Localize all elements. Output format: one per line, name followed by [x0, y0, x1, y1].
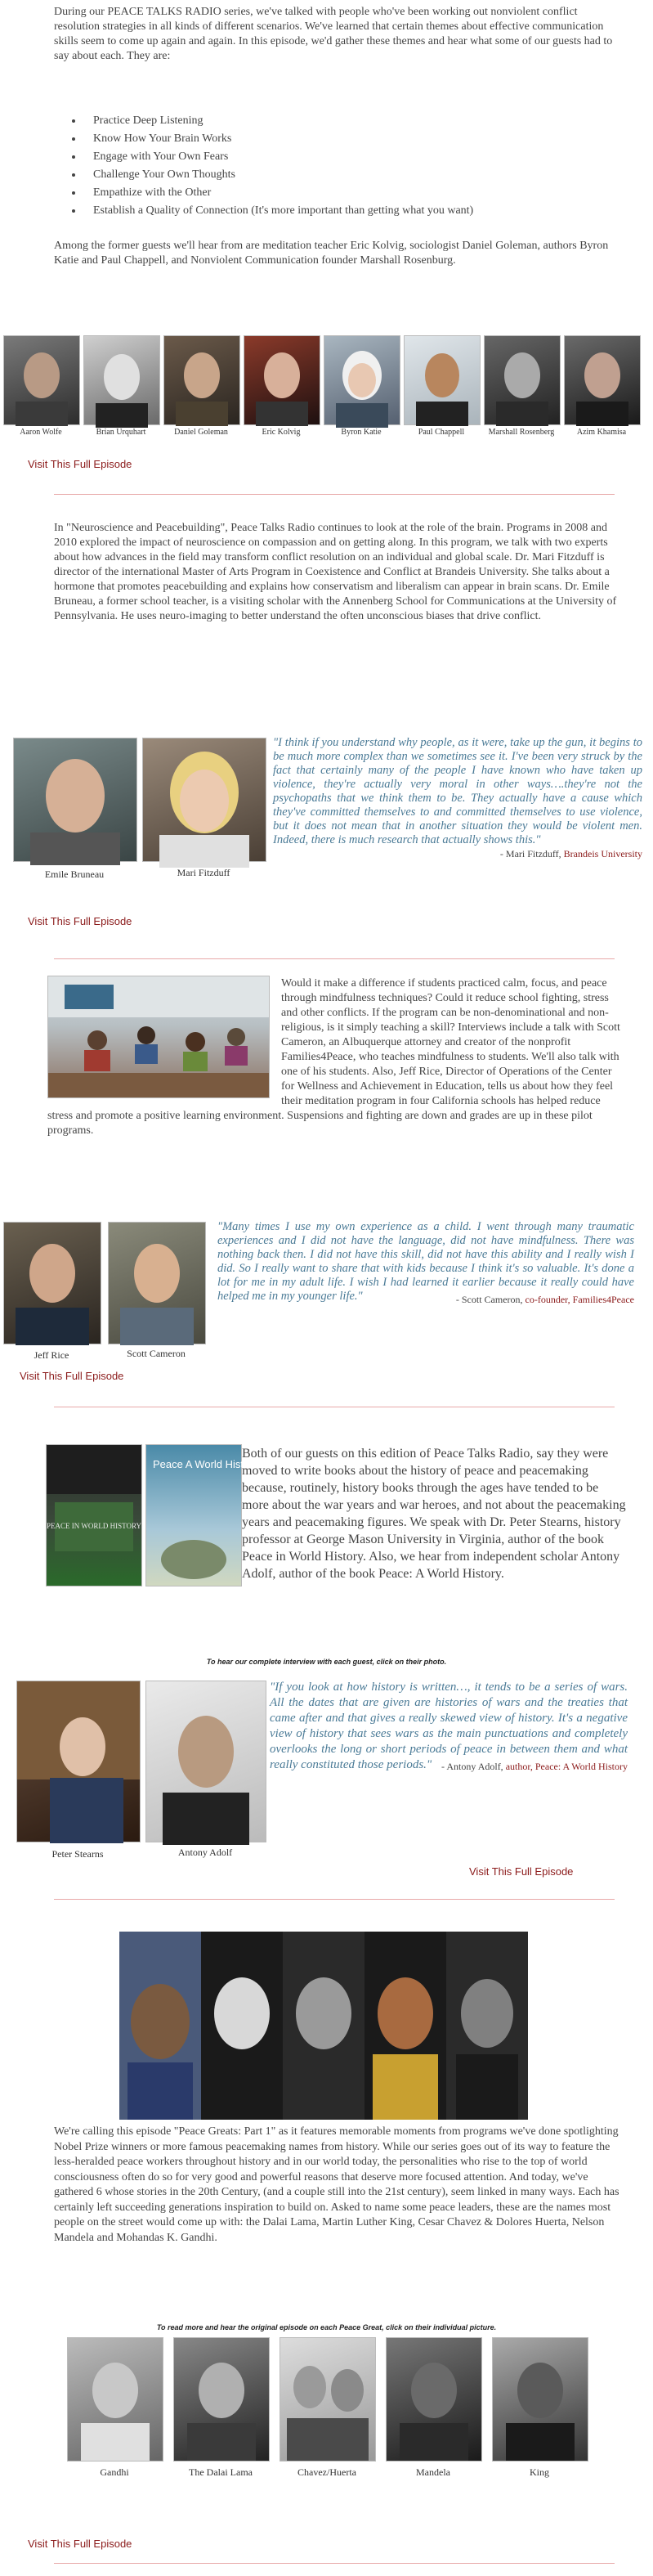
list-item: • Know How Your Brain Works: [83, 131, 623, 147]
mindfulness-paragraph-text: Would it make a difference if students practiced calm, focus, and peace through mindfulness techniques? Could it reduce school fighting, stress and other conflicts. If the program can be non-denominational and non-religious, is it simply teaching a skill? Interviews include a talk with Scott Cameron, an Albuquerque attorney and creator of the nonprofit Families4Peace, who teaches mindfulness to students. We'll also talk with one of his students. Also, Jeff Rice, Director of Operations of the Center for Wellness and Achievement in Education, tells us about how they feel their meditation program in four California schools has helped reduce stress and promote a positive learning environment. Suspensions and fighting are down and grades are up in these pilot programs.: [47, 977, 620, 1137]
guest-caption: Byron Katie: [341, 428, 382, 437]
book2-title: Peace A World History: [153, 1458, 259, 1470]
quote-text: "If you look at how history is written…, it tends to be a series of wars. All the dates that are given are histories of wars and the treaties that came after and that gives a really skewed view of history. It's a negative view of history that sees wars as the main punctuations and completely overlooks the long or short periods of peace in between them and what really constituted those periods.": [270, 1681, 628, 1771]
portrait-icon: [109, 1223, 205, 1344]
intro-paragraph-text: During our PEACE TALKS RADIO series, we've talked with people who've been working out nonviolent conflict resolution strategies in all kinds of different scenarios. We've learned that certain themes about effective communication skills seem to come up again and again. In this episode, we'd gather these themes and hear what some of our guests had to say about each. They are:: [54, 6, 613, 62]
visit-episode-link[interactable]: Visit This Full Episode: [469, 1865, 574, 1878]
section-divider: [54, 2563, 615, 2564]
quote-attribution: [441, 1759, 628, 1775]
guest-caption: Azim Khamisa: [576, 428, 627, 437]
history-click-note: To hear our complete interview with each guest, click on their photo.: [206, 1658, 447, 1666]
guest-caption: Marshall Rosenberg: [488, 428, 555, 437]
themes-list: [52, 113, 623, 221]
section-divider: [54, 958, 615, 959]
float-spacer: [46, 1445, 242, 1589]
book1-title: PEACE IN WORLD HISTORY: [47, 1522, 141, 1530]
portrait-icon: [17, 1681, 140, 1842]
adolf-quote: [270, 1680, 628, 1775]
portrait-icon: [493, 2338, 588, 2461]
portrait-icon: [174, 2338, 269, 2461]
guest-photo-azim-khamisa[interactable]: [564, 335, 641, 425]
guest-caption: Jeff Rice: [34, 1349, 69, 1361]
guest-caption: Antony Adolf: [177, 1847, 233, 1858]
portrait-icon: [164, 336, 239, 424]
history-paragraph-text: Both of our guests on this edition of Peace Talks Radio, say they were moved to write books about the history of peace and peacemaking because, routinely, history books through the ages have tended to be more about the war years and war heroes, and not about the peacemaking years and peacemaking figures. We speak with Dr. Peter Stearns, history professor at George Mason University in Virginia, author of the book Peace in World History. Also, we hear from independent scholar Antony Adolf, author of the book Peace: A World History.: [242, 1447, 626, 1581]
list-item: • Empathize with the Other: [83, 185, 623, 201]
guest-caption: Brian Urquhart: [96, 428, 146, 437]
guest-caption: Mari Fitzduff: [177, 867, 230, 878]
quote-author: - Scott Cameron,: [455, 1294, 526, 1305]
intro-paragraph: [54, 5, 624, 64]
guest-photo-antony-adolf[interactable]: [145, 1681, 266, 1842]
portrait-icon: [244, 336, 320, 424]
intro-paragraph-2: Among the former guests we'll hear from are meditation teacher Eric Kolvig, sociologist Daniel Goleman, authors Byron Katie and Paul Chappell, and Nonviolent Communication founder Marshall Rosenburg.: [54, 240, 609, 267]
guest-photo-jeff-rice[interactable]: [3, 1222, 101, 1344]
guest-photo-paul-chappell[interactable]: [404, 335, 481, 425]
portrait-icon: [565, 336, 640, 424]
visit-episode-link[interactable]: Visit This Full Episode: [28, 458, 132, 470]
guest-photo-aaron-wolfe[interactable]: [3, 335, 80, 425]
mindfulness-paragraph: [47, 976, 624, 1138]
guest-photo-mari-fitzduff[interactable]: [142, 738, 266, 862]
visit-episode-link[interactable]: Visit This Full Episode: [20, 1370, 124, 1382]
great-photo-dalai-lama[interactable]: [173, 2337, 270, 2462]
portrait-icon: [84, 336, 159, 424]
quote-author: - Mari Fitzduff,: [499, 848, 564, 859]
portrait-icon: [324, 336, 400, 424]
guest-photo-scott-cameron[interactable]: [108, 1222, 206, 1344]
neuroscience-paragraph: In "Neuroscience and Peacebuilding", Peace Talks Radio continues to look at the role of the brain. Programs in 2008 and 2010 explored the impact of neuroscience on compassion and on getting along. In this program, we talk with two experts about how advances in the field may transform conflict resolution on an individual and global scale. Dr. Mari Fitzduff is director of the international Master of Arts Program in Coexistence and Conflict at Brandeis University. She talks about a hormone that promotes peacebuilding and explains how conservatism and liberalism can appear in brain scans. Dr. Emile Bruneau, a former school teacher, is a visiting scholar with the Annenberg School for Communications at the University of Pennsylvania. He uses neuro-imaging to better understand the often unconscious biases that drive conflict.: [54, 522, 617, 622]
quote-org-link[interactable]: author, Peace: A World History: [505, 1761, 628, 1772]
section-divider: [54, 1899, 615, 1900]
quote-text: "I think if you understand why people, as it were, take up the gun, it begins to be much more complex than we sometimes see it. I've been very struck by the fact that certainly many of the people I have known who have taken up violence, they're actually very moral in other ways….they're not the psychopaths that we think them to be. They actually have a cause which they've committed themselves to and committed themselves to use violence, but it does not mean that in another situation they would be violent men. Indeed, there is much research that actually shows this.": [273, 736, 642, 846]
guest-photo-daniel-goleman[interactable]: [163, 335, 240, 425]
great-photo-mandela[interactable]: [386, 2337, 482, 2462]
guest-caption: Daniel Goleman: [174, 428, 228, 437]
guest-caption: Emile Bruneau: [44, 868, 105, 880]
peace-greats-collage[interactable]: [119, 1932, 528, 2120]
great-caption: Gandhi: [100, 2466, 129, 2478]
guest-photo-brian-urquhart[interactable]: [83, 335, 160, 425]
list-item: • Practice Deep Listening: [83, 113, 623, 129]
portrait-icon: [68, 2338, 163, 2461]
guest-photo-emile-bruneau[interactable]: [13, 738, 137, 862]
quote-text: "Many times I use my own experience as a child. I went through many traumatic experiences and I did not have the language, did not have mindfulness. There was nothing back then. I did not have this skill, did not have this ability and I really wish I did. So I really want to share that with kids because I think it's so valuable. It's done a lot for me in my adult life. I wish I had learned it earlier because it really could have helped me in my younger life.": [217, 1220, 634, 1303]
list-item: • Challenge Your Own Thoughts: [83, 167, 623, 183]
quote-org-link[interactable]: Brandeis University: [563, 848, 642, 859]
great-caption: Mandela: [416, 2466, 450, 2478]
great-caption: King: [530, 2466, 549, 2478]
guest-photo-peter-stearns[interactable]: [16, 1681, 141, 1842]
great-caption: The Dalai Lama: [189, 2466, 253, 2478]
guest-photo-marshall-rosenberg[interactable]: [484, 335, 561, 425]
peace-greats-paragraph: We're calling this episode "Peace Greats: Part 1" as it features memorable moments from programs we've done spotlighting Nobel Prize winners or more famous peacemaking names from history. While our series goes out of its way to feature the less-heralded peace workers throughout history and in our world today, the personalities who rise to the top of world consciousness often do so for very good and powerful reasons that deserve more focused attention. And today, we've gathered 6 whose stories in the 20th Century, (and a couple still into the 21st century), seem linked in many ways. Each has certainly left succeeding generations inspiration to build on. Asked to name some peace leaders, these are the names most people on the street would come up with: the Dalai Lama, Martin Luther King, Cesar Chavez & Dolores Huerta, Nelson Mandela and Mohandas K. Gandhi.: [54, 2125, 619, 2244]
list-item: • Establish a Quality of Connection (It's more important than getting what you want): [83, 203, 623, 219]
portrait-icon: [405, 336, 480, 424]
portrait-icon: [280, 2338, 375, 2461]
guest-photo-eric-kolvig[interactable]: [244, 335, 320, 425]
portrait-icon: [387, 2338, 481, 2461]
guest-caption: Peter Stearns: [51, 1848, 104, 1860]
portrait-icon: [4, 1223, 101, 1344]
great-photo-gandhi[interactable]: [67, 2337, 163, 2462]
guest-caption: Eric Kolvig: [262, 428, 301, 437]
quote-attribution: [456, 1293, 634, 1307]
great-caption: Chavez/Huerta: [297, 2466, 356, 2478]
portrait-icon: [143, 738, 266, 861]
guest-photo-byron-katie[interactable]: [324, 335, 400, 425]
quote-org-link[interactable]: co-founder, Families4Peace: [525, 1294, 634, 1305]
fitzduff-quote: [273, 736, 642, 861]
visit-episode-link[interactable]: Visit This Full Episode: [28, 2538, 132, 2550]
portrait-icon: [14, 738, 136, 861]
quote-attribution: [500, 847, 642, 861]
greats-click-note: To read more and hear the original episode on each Peace Great, click on their individual picture.: [156, 2323, 497, 2331]
visit-episode-link[interactable]: Visit This Full Episode: [28, 915, 132, 927]
portrait-icon: [485, 336, 560, 424]
great-photo-king[interactable]: [492, 2337, 588, 2462]
portrait-icon: [146, 1681, 266, 1842]
cameron-quote: [217, 1220, 634, 1307]
portrait-icon: [4, 336, 79, 424]
float-spacer: [47, 976, 281, 1097]
guest-caption: Scott Cameron: [127, 1348, 186, 1359]
section-divider: [54, 494, 615, 495]
guest-caption: Paul Chappell: [418, 428, 465, 437]
history-paragraph: [46, 1445, 628, 1589]
great-photo-chavez-huerta[interactable]: [280, 2337, 376, 2462]
guest-caption: Aaron Wolfe: [20, 428, 62, 437]
collage-image-icon: [119, 1932, 528, 2120]
list-item: • Engage with Your Own Fears: [83, 149, 623, 165]
quote-author: - Antony Adolf,: [441, 1761, 506, 1772]
